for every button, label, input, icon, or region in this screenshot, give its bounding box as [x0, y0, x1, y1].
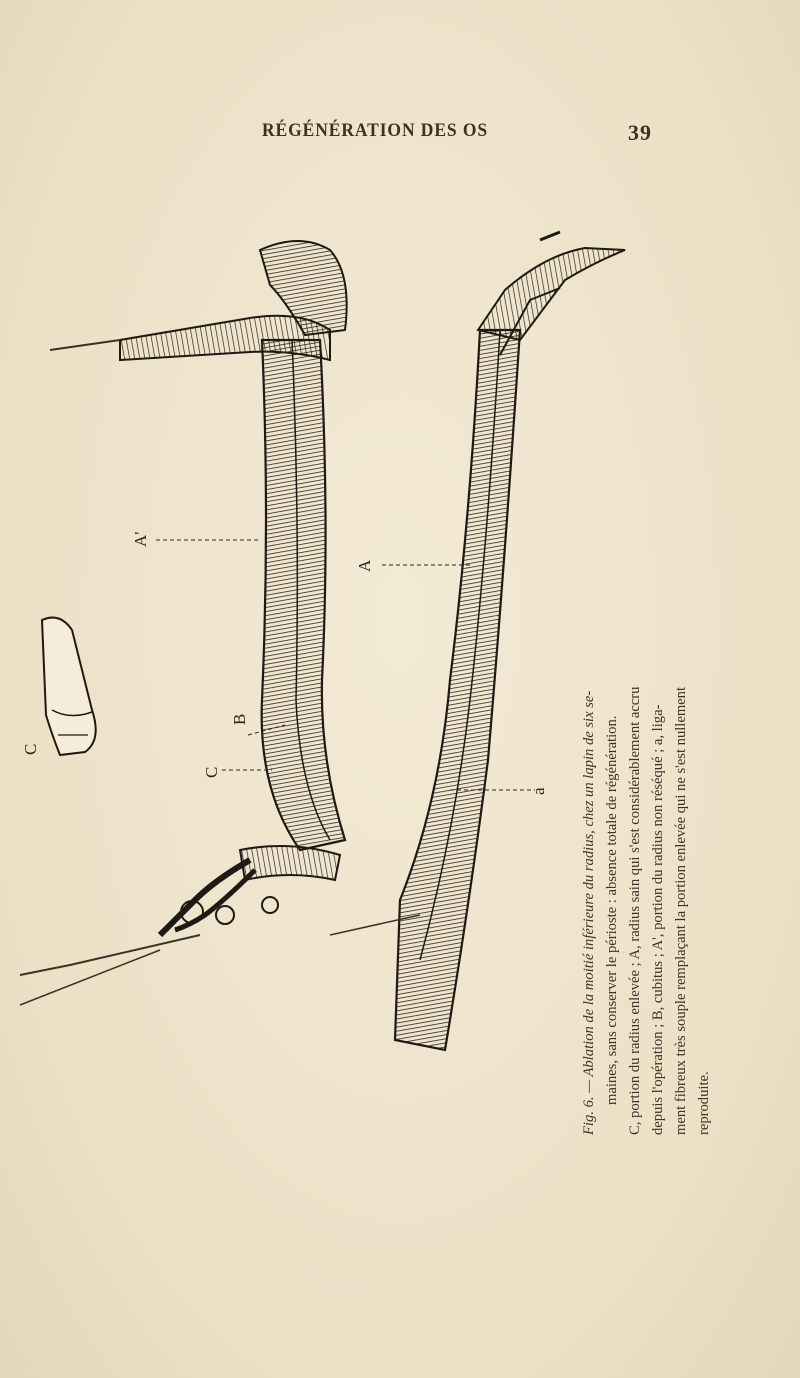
right-radius-ulna	[395, 330, 520, 1050]
caption-line-4: depuis l'opération ; B, cubitus ; A', portion du radius non réséqué ; a, liga-	[650, 704, 666, 1135]
left-radius-ulna	[262, 340, 345, 850]
caption-line-2: maines, sans conserver le périoste : absence totale de régénération.	[604, 715, 620, 1105]
caption-line-3: C, portion du radius enlevée ; A, radius sain qui s'est considérablement accru	[627, 686, 643, 1135]
caption-line-5: ment fibreux très souple remplaçant la portion enlevée qui ne s'est nullement	[673, 686, 689, 1135]
figure-caption	[578, 335, 728, 1135]
page-number: 39	[628, 120, 652, 145]
caption-line-1: Fig. 6. — Ablation de la moitié inférieure du radius, chez un lapin de six se-	[581, 690, 597, 1135]
left-paw	[160, 846, 340, 935]
resected-fragment-c	[42, 618, 96, 755]
running-head: RÉGÉNÉRATION DES OS	[262, 120, 489, 141]
label-a-lower: a	[529, 787, 548, 795]
caption-line-6: reproduite.	[696, 1071, 712, 1135]
label-b: B	[230, 713, 249, 725]
label-a: A	[355, 559, 374, 572]
label-c-fragment: C	[21, 743, 40, 755]
label-c: C	[202, 766, 221, 778]
label-a-prime: A'	[131, 531, 150, 547]
